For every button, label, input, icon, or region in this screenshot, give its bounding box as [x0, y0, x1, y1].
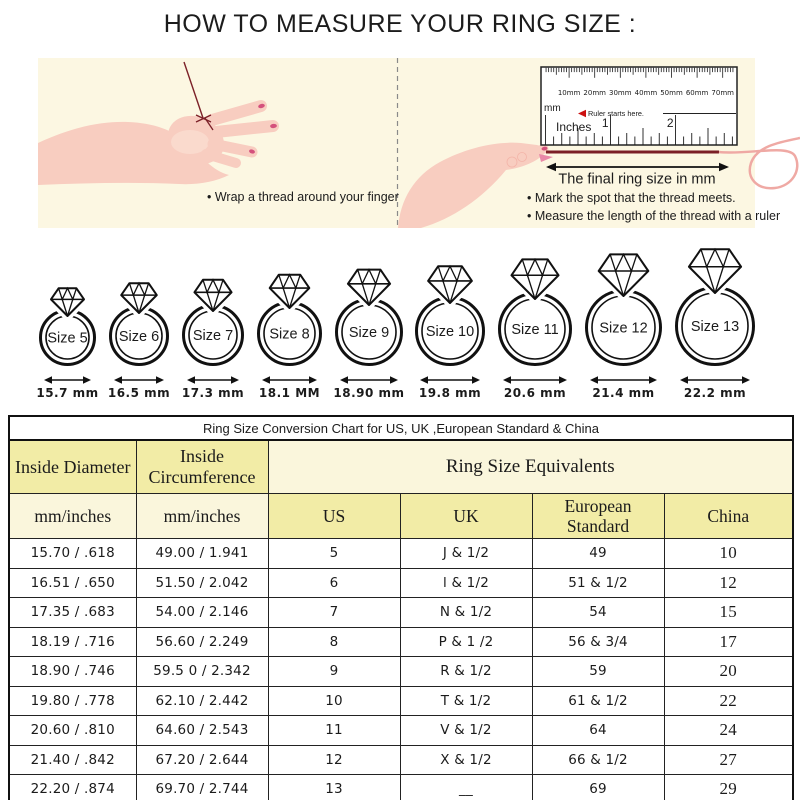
- table-cell: 61 & 1/2: [532, 686, 664, 716]
- diamond-icon: [428, 266, 472, 303]
- ring-diameter-label: 22.2 mm: [683, 386, 747, 400]
- table-cell: 11: [268, 716, 400, 746]
- subheader-uk: UK: [400, 494, 532, 539]
- ring-diameter-label: 17.3 mm: [181, 386, 244, 400]
- table-cell: 12: [664, 568, 793, 598]
- header-inside-circumference: Inside Circumference: [136, 440, 268, 494]
- arrow-head-left-icon: [340, 376, 348, 384]
- arrow-head-right-icon: [156, 376, 164, 384]
- conversion-table-wrap: [8, 415, 794, 800]
- table-cell: __: [400, 775, 532, 800]
- ring-size-diagram: [177, 240, 249, 402]
- table-row: [9, 657, 793, 687]
- table-cell: X & 1/2: [400, 745, 532, 775]
- table-cell: 15: [664, 598, 793, 628]
- subheader-us: US: [268, 494, 400, 539]
- table-cell: P & 1 /2: [400, 627, 532, 657]
- table-header-row: [9, 440, 793, 494]
- table-cell: 7: [268, 598, 400, 628]
- table-cell: 69: [532, 775, 664, 800]
- table-row: [9, 539, 793, 569]
- table-row: [9, 627, 793, 657]
- table-cell: V & 1/2: [400, 716, 532, 746]
- table-cell: 8: [268, 627, 400, 657]
- ring-size-diagram: [252, 240, 327, 402]
- arrow-head-right-icon: [742, 376, 750, 384]
- diamond-icon: [599, 254, 649, 296]
- ring-size-label: Size 10: [426, 324, 475, 340]
- diamond-icon: [347, 270, 389, 305]
- table-cell: 13: [268, 775, 400, 800]
- arrow-head-right-icon: [472, 376, 480, 384]
- finger-middle: [216, 126, 273, 132]
- table-cell: 5: [268, 539, 400, 569]
- table-cell: 21.40 / .842: [9, 745, 136, 775]
- ring-size-diagram: [104, 240, 174, 402]
- table-row: [9, 745, 793, 775]
- table-cell: 9: [268, 657, 400, 687]
- ring-size-label: Size 5: [47, 330, 88, 347]
- ring-size-diagram: [493, 240, 577, 402]
- table-cell: 10: [268, 686, 400, 716]
- table-cell: R & 1/2: [400, 657, 532, 687]
- subheader-european-standard: European Standard: [532, 494, 664, 539]
- table-cell: 10: [664, 539, 793, 569]
- finger-ring: [213, 144, 252, 152]
- table-cell: 49: [532, 539, 664, 569]
- table-cell: l & 1/2: [400, 568, 532, 598]
- subheader-mm-inches-1: mm/inches: [9, 494, 136, 539]
- how-to-measure-illustration: [0, 50, 800, 232]
- ruler-mm-label: 30mm: [609, 89, 632, 97]
- ruler-inches-label: Inches: [556, 120, 592, 134]
- arrow-head-left-icon: [262, 376, 270, 384]
- ruler-illustration: [541, 67, 737, 145]
- table-cell: 67.20 / 2.644: [136, 745, 268, 775]
- right-instruction-bullet-2: • Measure the length of the thread with a ruler: [527, 209, 781, 223]
- ring-size-label: Size 9: [348, 325, 389, 341]
- ring-size-diagram: [34, 240, 101, 402]
- table-cell: 51.50 / 2.042: [136, 568, 268, 598]
- left-instruction-bullet: • Wrap a thread around your finger: [207, 190, 399, 204]
- table-subheader-row: [9, 494, 793, 539]
- table-cell: 54.00 / 2.146: [136, 598, 268, 628]
- table-cell: 66 & 1/2: [532, 745, 664, 775]
- table-cell: 19.80 / .778: [9, 686, 136, 716]
- ring-diameter-label: 15.7 mm: [36, 386, 99, 400]
- table-cell: 20: [664, 657, 793, 687]
- arrow-head-right-icon: [231, 376, 239, 384]
- table-cell: 51 & 1/2: [532, 568, 664, 598]
- ring-diameter-label: 19.8 mm: [419, 386, 482, 400]
- table-cell: 20.60 / .810: [9, 716, 136, 746]
- ruler-mm-label: 20mm: [583, 89, 606, 97]
- ruler-starts-here-label: Ruler starts here.: [588, 109, 644, 118]
- arrow-head-right-icon: [83, 376, 91, 384]
- table-cell: 22.20 / .874: [9, 775, 136, 800]
- arrow-head-left-icon: [503, 376, 511, 384]
- knuckle: [518, 153, 527, 162]
- ring-diameter-label: 18.1 MM: [258, 386, 320, 400]
- table-cell: N & 1/2: [400, 598, 532, 628]
- ring-size-row: [34, 238, 760, 402]
- ruler-mm-unit: mm: [544, 103, 561, 114]
- ruler-mm-label: 10mm: [557, 89, 581, 97]
- table-cell: 17.35 / .683: [9, 598, 136, 628]
- table-cell: 6: [268, 568, 400, 598]
- arrow-head-right-icon: [309, 376, 317, 384]
- table-cell: 12: [268, 745, 400, 775]
- table-cell: 24: [664, 716, 793, 746]
- ring-size-diagram: [330, 240, 408, 402]
- ring-diameter-label: 20.6 mm: [504, 386, 567, 400]
- ruler-mm-label: 70mm: [711, 89, 734, 97]
- arrow-head-right-icon: [559, 376, 567, 384]
- table-cell: T & 1/2: [400, 686, 532, 716]
- arrow-head-left-icon: [420, 376, 428, 384]
- table-cell: 56.60 / 2.249: [136, 627, 268, 657]
- arrow-head-right-icon: [390, 376, 398, 384]
- diamond-icon: [512, 259, 559, 299]
- subheader-china: China: [664, 494, 793, 539]
- arrow-head-right-icon: [649, 376, 657, 384]
- table-row: [9, 568, 793, 598]
- arrow-head-left-icon: [114, 376, 122, 384]
- table-cell: 59: [532, 657, 664, 687]
- right-instruction-bullet-1: • Mark the spot that the thread meets.: [527, 191, 736, 205]
- ring-size-label: Size 6: [118, 329, 160, 345]
- table-row: [9, 775, 793, 800]
- table-cell: 18.90 / .746: [9, 657, 136, 687]
- table-cell: 56 & 3/4: [532, 627, 664, 657]
- ring-size-label: Size 7: [192, 328, 233, 344]
- table-cell: 29: [664, 775, 793, 800]
- table-cell: 64: [532, 716, 664, 746]
- ruler-inch-number: 2: [666, 116, 674, 130]
- diamond-icon: [194, 280, 231, 311]
- subheader-mm-inches-2: mm/inches: [136, 494, 268, 539]
- diamond-icon: [689, 249, 741, 293]
- ring-size-label: Size 12: [599, 320, 648, 337]
- ruler-mm-label: 40mm: [634, 89, 658, 97]
- table-cell: J & 1/2: [400, 539, 532, 569]
- page-title: HOW TO MEASURE YOUR RING SIZE :: [163, 10, 637, 38]
- table-cell: 69.70 / 2.744: [136, 775, 268, 800]
- diamond-icon: [121, 283, 156, 313]
- ruler-mm-label: 50mm: [660, 89, 683, 97]
- final-ring-size-label: The final ring size in mm: [558, 171, 716, 188]
- knuckle: [507, 157, 517, 167]
- table-cell: 59.5 0 / 2.342: [136, 657, 268, 687]
- table-row: [9, 598, 793, 628]
- ring-size-label: Size 8: [268, 326, 310, 343]
- arrow-head-left-icon: [187, 376, 195, 384]
- table-cell: 16.51 / .650: [9, 568, 136, 598]
- table-cell: 49.00 / 1.941: [136, 539, 268, 569]
- ruler-mm-label: 60mm: [685, 89, 709, 97]
- arrow-head-left-icon: [680, 376, 688, 384]
- arrow-head-left-icon: [590, 376, 598, 384]
- ring-diameter-label: 18.90 mm: [332, 386, 405, 400]
- table-caption: Ring Size Conversion Chart for US, UK ,European Standard & China: [9, 416, 793, 440]
- arrow-head-left-icon: [44, 376, 52, 384]
- ring-diameter-label: 16.5 mm: [107, 386, 171, 400]
- ring-size-diagram: [410, 240, 490, 402]
- table-cell: 22: [664, 686, 793, 716]
- table-cell: 62.10 / 2.442: [136, 686, 268, 716]
- header-inside-diameter: Inside Diameter: [9, 440, 136, 494]
- table-cell: 15.70 / .618: [9, 539, 136, 569]
- table-cell: 27: [664, 745, 793, 775]
- diamond-icon: [269, 275, 309, 308]
- table-row: [9, 686, 793, 716]
- header-ring-size-equivalents: Ring Size Equivalents: [268, 440, 793, 494]
- table-cell: 64.60 / 2.543: [136, 716, 268, 746]
- table-cell: 54: [532, 598, 664, 628]
- table-cell: 18.19 / .716: [9, 627, 136, 657]
- table-row: [9, 716, 793, 746]
- ring-size-diagram: [670, 240, 760, 402]
- ring-diameter-label: 21.4 mm: [592, 386, 655, 400]
- ring-size-diagram: [580, 240, 667, 402]
- ring-size-label: Size 13: [690, 319, 740, 335]
- table-caption-row: [9, 416, 793, 440]
- ring-size-label: Size 11: [511, 322, 559, 338]
- ruler-inch-number: 1: [601, 116, 609, 130]
- table-cell: 17: [664, 627, 793, 657]
- ring-size-conversion-table: [8, 415, 794, 800]
